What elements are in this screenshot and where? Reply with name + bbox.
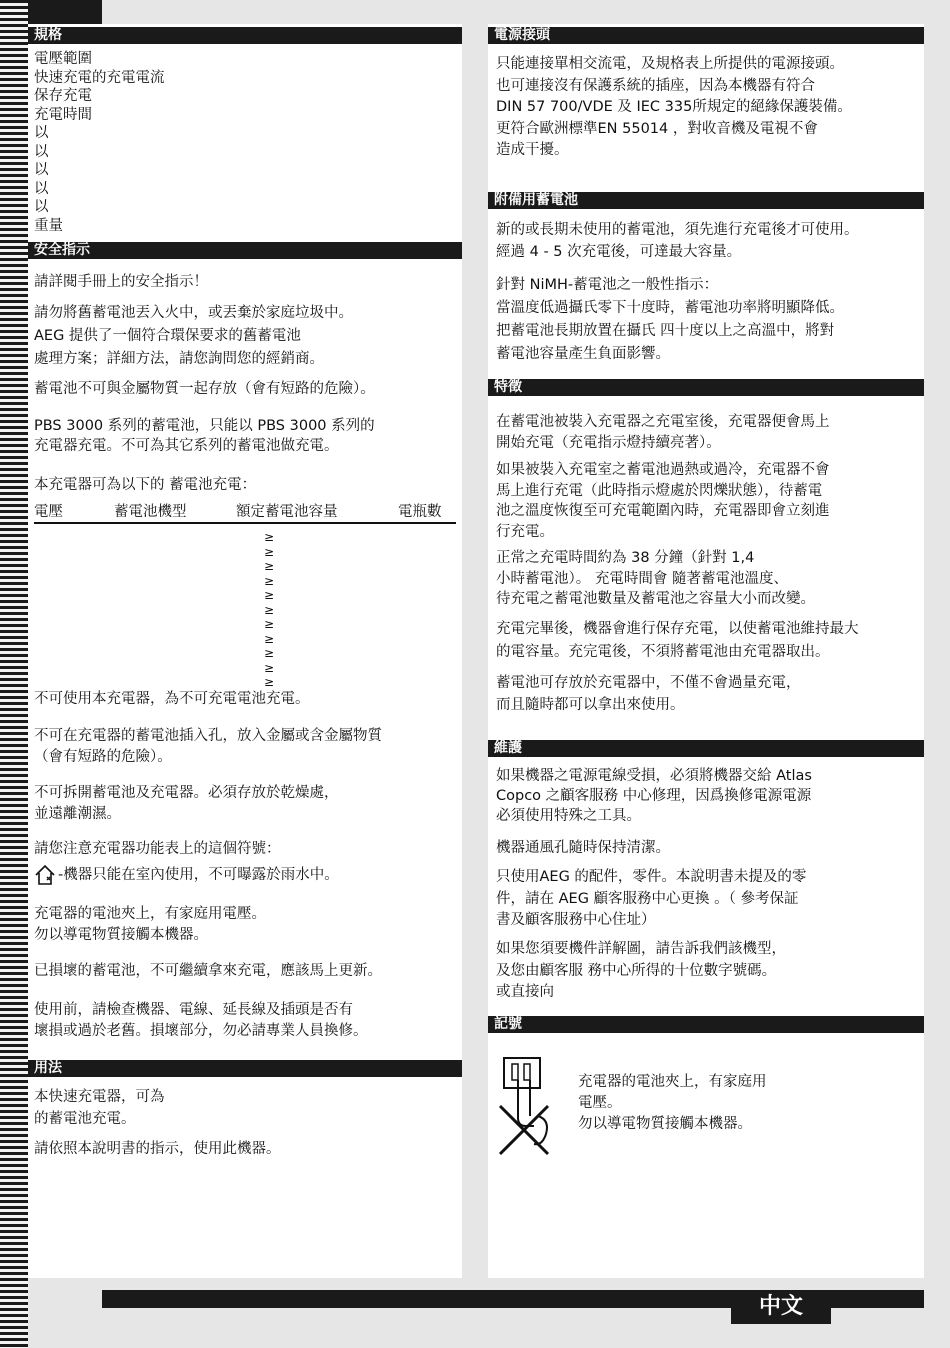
battery-table-header (34, 500, 456, 524)
safety-paragraph: PBS 3000 系列的蓄電池，只能以 PBS 3000 系列的 充電器充電。不可為其它系列的蓄電池做充電。 (34, 418, 375, 454)
left-column (28, 24, 462, 1278)
features-paragraph: 蓄電池可存放於充電器中，不僅不會過量充電， 而且隨時都可以拿出來使用。 (496, 675, 801, 713)
safety-paragraph: 蓄電池不可與金屬物質一起存放（會有短路的危險）。 (34, 381, 375, 397)
safety-paragraph: 充電器的電池夾上，有家庭用電壓。 勿以導電物質接觸本機器。 (34, 906, 266, 943)
maintenance-heading: 維護 (488, 740, 924, 757)
features-paragraph: 如果被裝入充電室之蓄電池過熱或過冷，充電器不會 馬上進行充電（此時指示燈處於閃爍狀態），待蓄電 池之溫度恢復至可充電範圍內時，充電器即會立刻進 行充電。 (496, 462, 830, 540)
safety-paragraph: 請勿將舊蓄電池丟入火中，或丟棄於家庭垃圾中。 AEG 提供了一個符合環保要求的舊蓄電池 處理方案；詳細方法，請您詢問您的經銷商。 (34, 305, 353, 367)
record-heading: 記號 (488, 1016, 924, 1033)
battery-heading: 附備用蓄電池 (488, 192, 924, 209)
indoor-use-house-icon (34, 864, 56, 886)
right-column (488, 24, 924, 1278)
col-voltage: 電壓 (34, 504, 63, 520)
safety-paragraph: -機器只能在室內使用，不可曝露於雨水中。 (58, 867, 339, 883)
safety-paragraph: 已損壞的蓄電池，不可繼續拿來充電，應該馬上更新。 (34, 963, 382, 979)
striped-margin (0, 0, 28, 1348)
spec-list: 電壓範圍 快速充電的充電電流 保存充電 充電時間 以 以 以 以 以 重量 (34, 51, 165, 234)
battery-paragraph: 新的或長期未使用的蓄電池，須先進行充電後才可使用。 經過 4 - 5 次充電後，可達最大容量。 (496, 222, 859, 260)
top-bar (28, 0, 102, 24)
usage-paragraph: 請依照本說明書的指示，使用此機器。 (34, 1141, 281, 1157)
features-heading: 特徵 (488, 379, 924, 396)
usage-paragraph: 本快速充電器，可為 的蓄電池充電。 (34, 1089, 165, 1127)
safety-paragraph: 不可拆開蓄電池及充電器。必須存放於乾燥處， 並遠離潮濕。 (34, 785, 339, 822)
spec-heading: 規格 (28, 27, 462, 44)
maintenance-paragraph: 如果您須要機件詳解圖，請告訴我們該機型， 及您由顧客服 務中心所得的十位數字號碼。 或直接向 (496, 941, 786, 1000)
language-tab: 中文 (731, 1290, 831, 1324)
record-text: 充電器的電池夾上，有家庭用 電壓。 勿以導電物質接觸本機器。 (578, 1074, 767, 1132)
power-paragraph: 只能連接單相交流電，及規格表上所提供的電源接頭。 也可連接沒有保護系統的插座，因為本機器有符合 DIN 57 700/VDE 及 IEC 335所規定的絕緣保護裝備。 更符合歐洲標準EN 55014 ，對收音機及電視不會 造成干擾。 (496, 56, 852, 158)
maintenance-paragraph: 如果機器之電源電線受損，必須將機器交給 Atlas Copco 之顧客服務 中心修理，因爲換修電源電源 必須使用特殊之工具。 (496, 768, 812, 824)
col-cell-count: 電瓶數 (398, 504, 442, 520)
maintenance-paragraph: 只使用AEG 的配件，零件。本說明書未提及的零 件，請在 AEG 顧客服務中心更換 。（ 參考保証 書及顧客服務中心住址） (496, 869, 807, 928)
safety-paragraph: 請詳閱手冊上的安全指示！ (34, 274, 208, 290)
col-rated-capacity: 額定蓄電池容量 (236, 504, 338, 520)
features-paragraph: 充電完畢後，機器會進行保存充電，以使蓄電池維持最大 的電容量。充完電後，不須將蓄電池由充電器取出。 (496, 621, 859, 660)
safety-paragraph: 不可使用本充電器，為不可充電電池充電。 (34, 691, 310, 707)
safety-paragraph: 請您注意充電器功能表上的這個符號： (34, 841, 281, 857)
safety-heading: 安全指示 (28, 242, 462, 259)
features-paragraph: 在蓄電池被裝入充電器之充電室後，充電器便會馬上 開始充電（充電指示燈持續亮著）。 (496, 414, 830, 451)
table-geq-column: ≥ ≥ ≥ ≥ ≥ ≥ ≥ ≥ ≥ ≥ ≥ (263, 530, 275, 689)
safety-paragraph: 使用前，請檢查機器、電線、延長線及插頭是否有 壞損或過於老舊。損壞部分，勿必請專業人員換修。 (34, 1002, 368, 1039)
features-paragraph: 正常之充電時間約為 38 分鐘（針對 1,4 小時蓄電池）。 充電時間會 隨著蓄電池溫度、 待充電之蓄電池數量及蓄電池之容量大小而改變。 (496, 550, 815, 607)
usage-heading: 用法 (28, 1060, 462, 1077)
power-heading: 電源接頭 (488, 27, 924, 44)
safety-paragraph: 不可在充電器的蓄電池插入孔，放入金屬或含金屬物質 （會有短路的危險）。 (34, 728, 382, 765)
no-metal-contact-icon (498, 1056, 554, 1156)
col-battery-model: 蓄電池機型 (114, 504, 187, 520)
maintenance-paragraph: 機器通風孔隨時保持清潔。 (496, 840, 670, 856)
safety-paragraph: 本充電器可為以下的 蓄電池充電： (34, 477, 257, 493)
battery-paragraph: 針對 NiMH-蓄電池之一般性指示： 當溫度低過攝氏零下十度時，蓄電池功率將明顯降低。 把蓄電池長期放置在攝氏 四十度以上之高溫中，將對 蓄電池容量產生負面影響。 (496, 277, 844, 362)
